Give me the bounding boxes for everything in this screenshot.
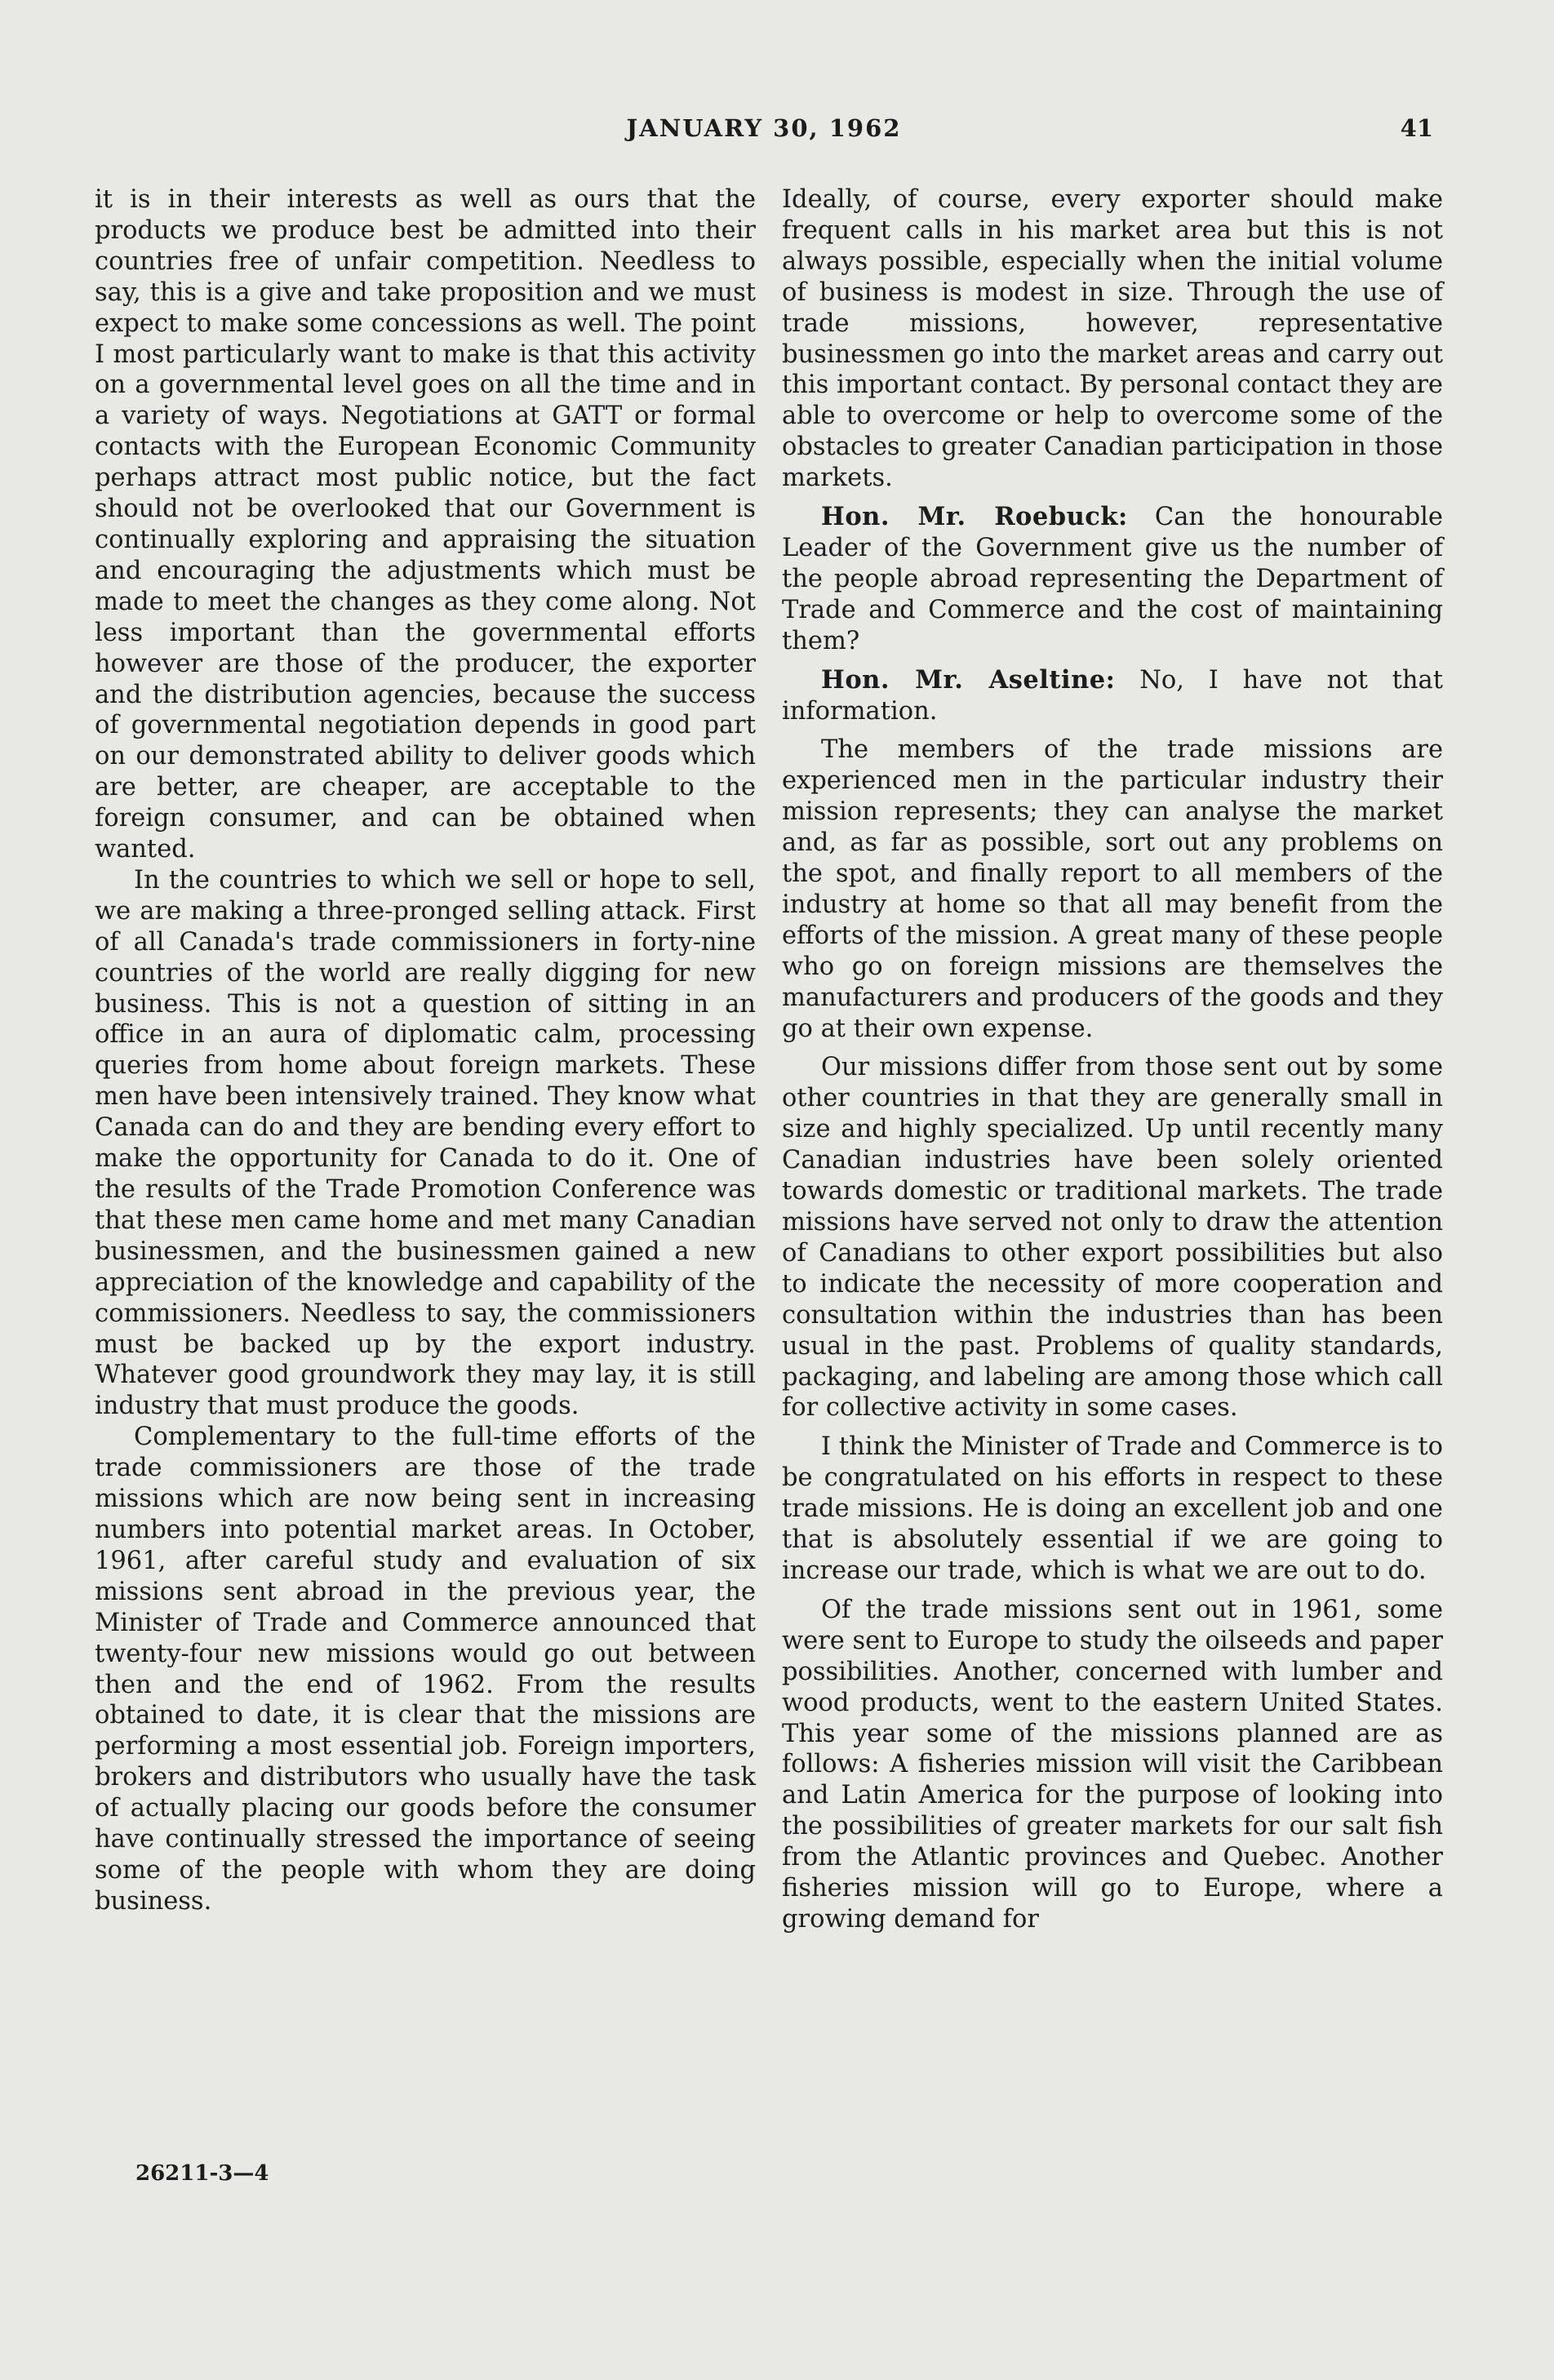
paragraph: it is in their interests as well as ours that the products we produce best be admitted into their countries free of unfair competition. Needless to say, this is a give and take proposition and we must expect to make some concessions as well. The point I most particularly want to make is that this activity on a governmental level goes on all the time and in a variety of ways. Negotiations at GATT or formal contacts with the European Economic Community perhaps attract most public notice, but the fact should not be overlooked that our Government is continually exploring and appraising the situation and encouraging the adjustments which must be made to meet the changes as they come along. Not less important than the governmental efforts however are those of the producer, the exporter and the distribution agencies, because the success of governmental negotiation depends in good part on our demonstrated ability to deliver goods which are better, are cheaper, are acceptable to the foreign consumer, and can be obtained when wanted.	[95, 185, 756, 864]
speech-text: No, I have not that information.	[782, 665, 1443, 726]
paragraph: Of the trade missions sent out in 1961, some were sent to Europe to study the oilseeds and paper possibilities. Another, concerned with lumber and wood products, went to the eastern United States. This year some of the missions planned are as follows: A fisheries mission will visit the Caribbean and Latin America for the purpose of looking into the possibilities of greater markets for our salt fish from the Atlantic provinces and Quebec. Another fisheries mission will go to Europe, where a growing demand for	[782, 1595, 1443, 1934]
paragraph: Ideally, of course, every exporter should make frequent calls in his market area but this is not always possible, especially when the initial volume of business is modest in size. Through the use of trade missions, however, representative businessmen go into the market areas and carry out this important contact. By personal contact they are able to overcome or help to overcome some of the obstacles to greater Canadian participation in those markets.	[782, 185, 1443, 493]
page-header	[95, 114, 1433, 155]
speech-roebuck	[782, 502, 1443, 657]
speaker-name: Hon. Mr. Roebuck:	[821, 502, 1128, 532]
paragraph: Complementary to the full-time efforts of the trade commissioners are those of the trade missions which are now being sent in increasing numbers into potential market areas. In October, 1961, after careful study and evaluation of six missions sent abroad in the previous year, the Minister of Trade and Commerce announced that twenty-four new missions would go out between then and the end of 1962. From the results obtained to date, it is clear that the missions are performing a most essential job. Foreign importers, brokers and distributors who usually have the task of actually placing our goods before the consumer have continually stressed the importance of seeing some of the people with whom they are doing business.	[95, 1423, 756, 1916]
paragraph: In the countries to which we sell or hope to sell, we are making a three-pronged selling attack. First of all Canada's trade commissioners in forty-nine countries of the world are really digging for new business. This is not a question of sitting in an office in an aura of diplomatic calm, processing queries from home about foreign markets. These men have been intensively trained. They know what Canada can do and they are bending every effort to make the opportunity for Canada to do it. One of the results of the Trade Promotion Conference was that these men came home and met many Canadian businessmen, and the businessmen gained a new appreciation of the knowledge and capability of the commissioners. Needless to say, the commissioners must be backed up by the export industry. Whatever good groundwork they may lay, it is still industry that must produce the goods.	[95, 865, 756, 1421]
speech-text: Can the honourable Leader of the Government give us the number of the people abroad representing the Department of Trade and Commerce and the cost of maintaining them?	[782, 503, 1443, 655]
page-number: 41	[1400, 114, 1433, 142]
left-column	[95, 184, 756, 1917]
speech-aseltine	[782, 665, 1443, 727]
paragraph: The members of the trade missions are experienced men in the particular industry their mission represents; they can analyse the market and, as far as possible, sort out any problems on the spot, and finally report to all members of the industry at home so that all may benefit from the efforts of the mission. A great many of these people who go on foreign missions are themselves the manufacturers and producers of the goods and they go at their own expense.	[782, 735, 1443, 1043]
paragraph: Our missions differ from those sent out by some other countries in that they are generally small in size and highly specialized. Up until recently many Canadian industries have been solely oriented towards domestic or traditional markets. The trade missions have served not only to draw the attention of Canadians to other export possibilities but also to indicate the necessity of more cooperation and consultation within the industries than has been usual in the past. Problems of quality standards, packaging, and labeling are among those which call for collective activity in some cases.	[782, 1053, 1443, 1423]
header-date: JANUARY 30, 1962	[626, 114, 902, 142]
speaker-name: Hon. Mr. Aseltine:	[821, 664, 1116, 695]
right-column	[782, 184, 1443, 1935]
printer-signature: 26211-3—4	[135, 2161, 269, 2186]
paragraph: I think the Minister of Trade and Commerce is to be congratulated on his efforts in respect to these trade missions. He is doing an excellent job and one that is absolutely essential if we are going to increase our trade, which is what we are out to do.	[782, 1432, 1443, 1585]
